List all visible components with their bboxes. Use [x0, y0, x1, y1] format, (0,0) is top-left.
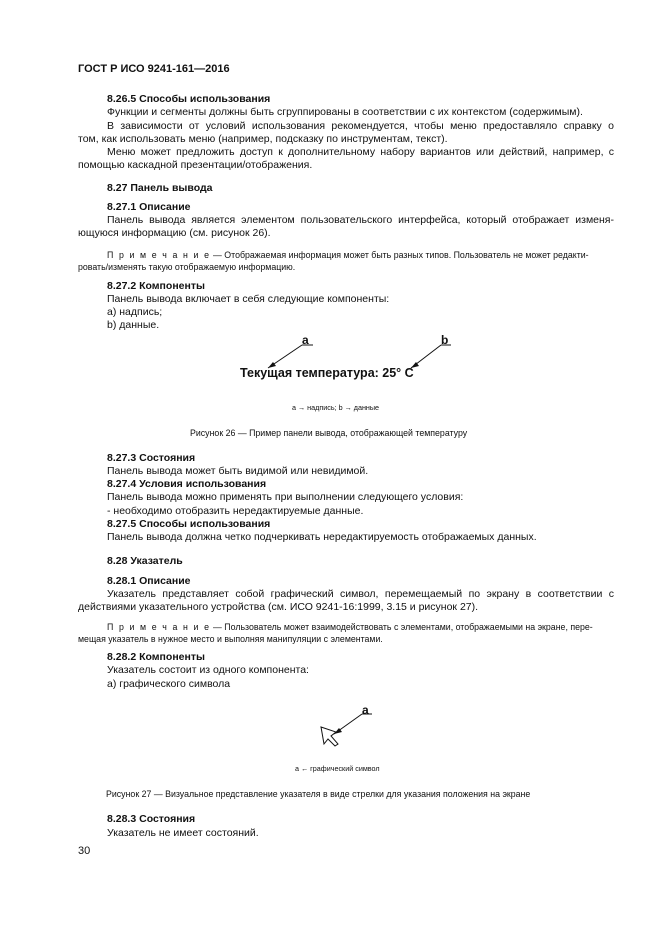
figure-26-legend: a → надпись; b → данные [292, 403, 380, 412]
note-text: — Пользователь может взаимодействовать с элементами, отображаемыми на экране, пере- [210, 622, 593, 632]
section-title-8-27-3: 8.27.3 Состояния [107, 452, 196, 464]
paragraph: Панель вывода является элементом пользовательского интерфейса, который отображает изменя- [107, 214, 614, 226]
section-title-8-27-2: 8.27.2 Компоненты [107, 280, 205, 292]
list-item: b) данные. [107, 319, 160, 331]
page-number: 30 [78, 845, 91, 857]
paragraph: Панель вывода можно применять при выполнении следующего условия: [107, 491, 464, 503]
paragraph: Указатель состоит из одного компонента: [107, 664, 309, 676]
paragraph: Функции и сегменты должны быть сгруппированы в соответствии с их контекстом (содержимым). [107, 106, 583, 118]
section-title-8-27: 8.27 Панель вывода [107, 182, 213, 194]
note: ровать/изменять такую отображаемую информацию. [78, 262, 296, 272]
figure-26-label-a: a [302, 333, 309, 347]
section-title-8-27-1: 8.27.1 Описание [107, 201, 191, 213]
paragraph: том, как использовать меню (например, подсказку по инструментам, текст). [78, 133, 448, 145]
list-item: - необходимо отобразить нередактируемые данные. [107, 505, 364, 517]
paragraph: Указатель не имеет состояний. [107, 827, 259, 839]
paragraph: Указатель представляет собой графический символ, перемещаемый по экрану в соответствии с [107, 588, 614, 600]
section-title-8-28-3: 8.28.3 Состояния [107, 813, 196, 825]
note-label: П р и м е ч а н и е [107, 250, 211, 260]
paragraph: действиями указательного устройства (см. ИСО 9241-16:1999, 3.15 и рисунок 27). [78, 601, 479, 613]
note: мещая указатель в нужное место и выполняя манипуляции с элементами. [78, 634, 383, 644]
paragraph: ющуюся информацию (см. рисунок 26). [78, 227, 271, 239]
section-title-8-28-1: 8.28.1 Описание [107, 575, 191, 587]
paragraph: Панель вывода должна четко подчеркивать нередактируемость отображаемых данных. [107, 531, 537, 543]
section-title-8-28-2: 8.28.2 Компоненты [107, 651, 205, 663]
paragraph: помощью каскадной презентации/отображения. [78, 159, 313, 171]
figure-27-label-a: a [362, 703, 369, 717]
section-title-8-27-5: 8.27.5 Способы использования [107, 518, 271, 530]
figure-26-label-b: b [441, 333, 449, 347]
section-title-8-28: 8.28 Указатель [107, 555, 183, 567]
figure-26-caption: Рисунок 26 — Пример панели вывода, отображающей температуру [190, 428, 468, 438]
paragraph: Меню может предложить доступ к дополнительному набору вариантов или действий, например, с [107, 146, 614, 158]
section-title-8-27-4: 8.27.4 Условия использования [107, 478, 267, 490]
note-text: — Отображаемая информация может быть разных типов. Пользователь не может редакти- [210, 250, 589, 260]
paragraph: В зависимости от условий использования рекомендуется, чтобы меню предоставляло справку о [107, 120, 614, 132]
list-item: а) надпись; [107, 306, 163, 318]
figure-27-caption: Рисунок 27 — Визуальное представление указателя в виде стрелки для указания положения на экране [106, 789, 531, 799]
section-title-8-26-5: 8.26.5 Способы использования [107, 93, 271, 105]
note-label: П р и м е ч а н и е [107, 622, 211, 632]
pointer-arrow-icon [321, 727, 338, 746]
paragraph: Панель вывода включает в себя следующие компоненты: [107, 293, 390, 305]
list-item: а) графического символа [107, 678, 231, 690]
output-panel-display: Текущая температура: 25° С [240, 366, 414, 380]
document-header: ГОСТ Р ИСО 9241-161—2016 [78, 63, 230, 75]
paragraph: Панель вывода может быть видимой или невидимой. [107, 465, 369, 477]
figure-27-legend: a ← графический символ [295, 764, 380, 773]
